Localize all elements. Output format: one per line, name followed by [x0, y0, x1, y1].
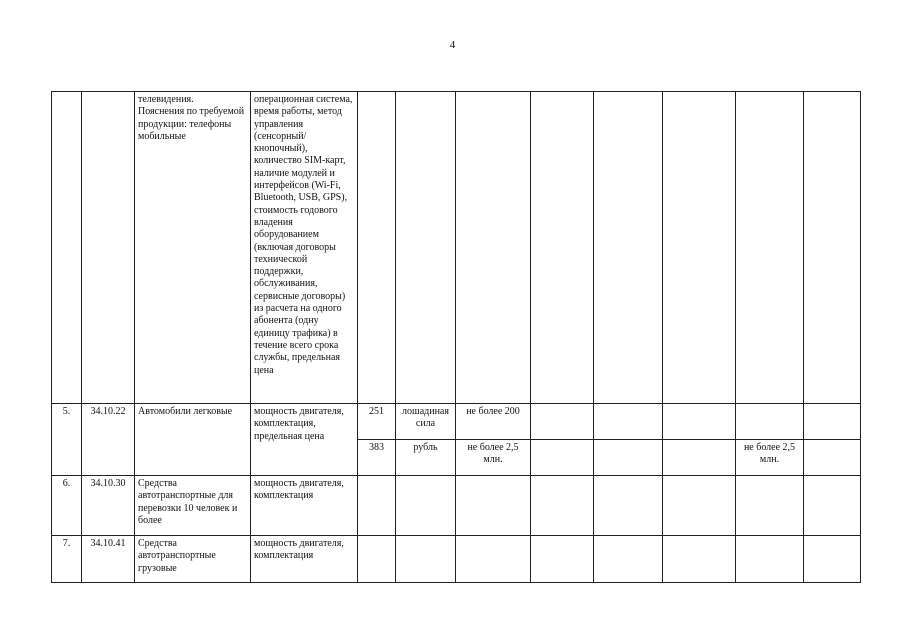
empty-cell: [531, 536, 594, 583]
row-number: 7.: [52, 536, 82, 583]
table-row: [52, 476, 861, 536]
okpd-code: 34.10.30: [82, 476, 135, 536]
empty-cell: [531, 476, 594, 536]
empty-cell: [663, 536, 736, 583]
table-row: [52, 404, 861, 440]
specification-table: [51, 91, 861, 583]
value-cell: [456, 476, 531, 536]
empty-cell: [663, 92, 736, 404]
empty-cell: [736, 536, 804, 583]
empty-cell: [594, 476, 663, 536]
okpd-code: 34.10.41: [82, 536, 135, 583]
limit-value: не более 200: [456, 404, 531, 440]
empty-cell: [663, 476, 736, 536]
page-number: 4: [449, 39, 456, 51]
product-characteristics: мощность двигателя, комплектация: [251, 536, 358, 583]
empty-cell: [804, 476, 861, 536]
unit-name: лошадиная сила: [396, 404, 456, 440]
unit-cell: [396, 476, 456, 536]
empty-cell: [594, 404, 663, 440]
value-cell: [456, 92, 531, 404]
empty-cell: [531, 440, 594, 476]
empty-cell: [531, 404, 594, 440]
product-characteristics: мощность двигателя, комплектация: [251, 476, 358, 536]
row-number: [52, 92, 82, 404]
value-cell: [456, 536, 531, 583]
empty-cell: [736, 92, 804, 404]
product-characteristics: операционная система, время работы, метод управления (сенсорный/кнопочный), количество SIM-карт, наличие модулей и интерфейсов (Wi-Fi, Bluetooth, USB, GPS), стоимость годового владения оборудованием (включая договоры технической поддержки, обслуживания, сервисные договоры) из расчета на одного абонента (одну единицу трафика) в течение всего срока службы, предельная цена: [251, 92, 358, 404]
row-number: 5.: [52, 404, 82, 476]
product-name: телевидения. Пояснения по требуемой продукции: телефоны мобильные: [135, 92, 251, 404]
row-number: 6.: [52, 476, 82, 536]
limit-value-right: [736, 404, 804, 440]
product-characteristics: мощность двигателя, комплектация, предельная цена: [251, 404, 358, 476]
empty-cell: [531, 92, 594, 404]
okei-code: 251: [358, 404, 396, 440]
okei-code-cell: [358, 92, 396, 404]
empty-cell: [594, 92, 663, 404]
okpd-code: [82, 92, 135, 404]
empty-cell: [594, 536, 663, 583]
unit-cell: [396, 536, 456, 583]
limit-value-right: не более 2,5 млн.: [736, 440, 804, 476]
empty-cell: [663, 404, 736, 440]
unit-cell: [396, 92, 456, 404]
empty-cell: [736, 476, 804, 536]
empty-cell: [663, 440, 736, 476]
table-row: [52, 92, 861, 404]
product-name: Автомобили легковые: [135, 404, 251, 476]
okpd-code: 34.10.22: [82, 404, 135, 476]
okei-code-cell: [358, 536, 396, 583]
empty-cell: [804, 536, 861, 583]
okei-code-cell: [358, 476, 396, 536]
limit-value: не более 2,5 млн.: [456, 440, 531, 476]
table-row: [52, 536, 861, 583]
empty-cell: [804, 404, 861, 440]
product-name: Средства автотранспортные для перевозки 10 человек и более: [135, 476, 251, 536]
empty-cell: [804, 440, 861, 476]
empty-cell: [804, 92, 861, 404]
product-name: Средства автотранспортные грузовые: [135, 536, 251, 583]
okei-code: 383: [358, 440, 396, 476]
empty-cell: [594, 440, 663, 476]
unit-name: рубль: [396, 440, 456, 476]
